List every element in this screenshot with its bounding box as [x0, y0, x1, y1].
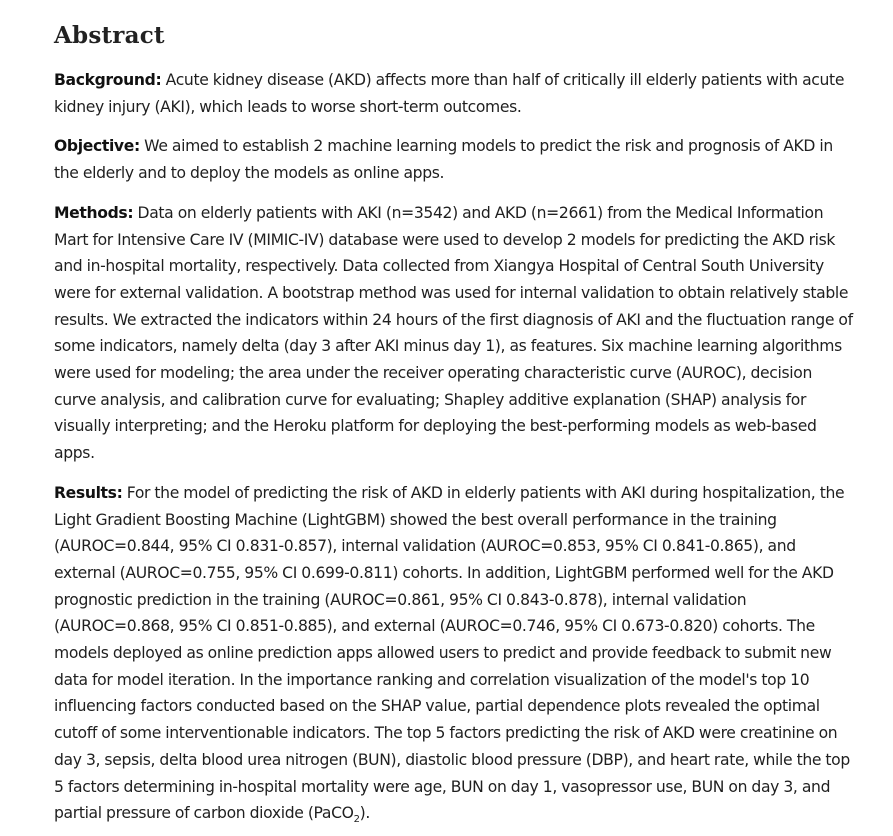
objective-section: [54, 133, 855, 186]
objective-label: Objective:: [54, 137, 140, 156]
objective-text: We aimed to establish 2 machine learning models to predict the risk and prognosis of AKD in the elderly and to deploy the models as online apps.: [54, 137, 833, 183]
background-text: Acute kidney disease (AKD) affects more than half of critically ill elderly patients with acute kidney injury (AKI), which leads to worse short-term outcomes.: [54, 71, 845, 116]
results-section: [54, 480, 855, 827]
background-section: [54, 67, 855, 120]
background-label: Background:: [54, 71, 162, 89]
methods-text: Data on elderly patients with AKI (n=3542) and AKD (n=2661) from the Medical Information Mart for Intensive Care IV (MIMIC-IV) database were used to develop 2 models for predicting the AKD risk and in-hospital mortality, respectively. Data collected from Xiangya Hospital of Central South University were for external validation. A bootstrap method was used for internal validation to obtain relatively stable results. We extracted the indicators within 24 hours of the first diagnosis of AKI and the fluctuation range of some indicators, namely delta (day 3 after AKI minus day 1), as features. Six machine learning algorithms were used for modeling; the area under the receiver operating characteristic curve (AUROC), decision curve analysis, and calibration curve for evaluating; Shapley additive explanation (SHAP) analysis for visually interpreting; and the Heroku platform for deploying the best-performing models as web-based apps.: [54, 203, 853, 463]
results-subscript: 2: [353, 814, 360, 826]
abstract-heading: Abstract: [54, 22, 165, 49]
results-tail: ).: [359, 804, 370, 823]
results-text: For the model of predicting the risk of AKD in elderly patients with AKI during hospitalization, the Light Gradient Boosting Machine (LightGBM) showed the best overall performance in the training (AUROC=0.844, 95% CI 0.831-0.857), internal validation (AUROC=0.853, 95% CI 0.841-0.865), and external (AUROC=0.755, 95% CI 0.699-0.811) cohorts. In addition, LightGBM performed well for the AKD prognostic prediction in the training (AUROC=0.861, 95% CI 0.843-0.878), internal validation (AUROC=0.868, 95% CI 0.851-0.885), and external (AUROC=0.746, 95% CI 0.673-0.820) cohorts. The models deployed as online prediction apps allowed users to predict and provide feedback to submit new data for model iteration. In the importance ranking and correlation visualization of the model's top 10 influencing factors conducted based on the SHAP value, partial dependence plots revealed the optimal cutoff of some interventionable indicators. The top 5 factors predicting the risk of AKD were creatinine on day 3, sepsis, delta blood urea nitrogen (BUN), diastolic blood pressure (DBP), and heart rate, while the top 5 factors determining in-hospital mortality were age, BUN on day 1, vasopressor use, BUN on day 3, and partial pressure of carbon dioxide (PaCO: [54, 483, 850, 823]
results-label: Results:: [54, 483, 123, 502]
methods-section: [54, 200, 855, 467]
methods-label: Methods:: [54, 203, 134, 222]
